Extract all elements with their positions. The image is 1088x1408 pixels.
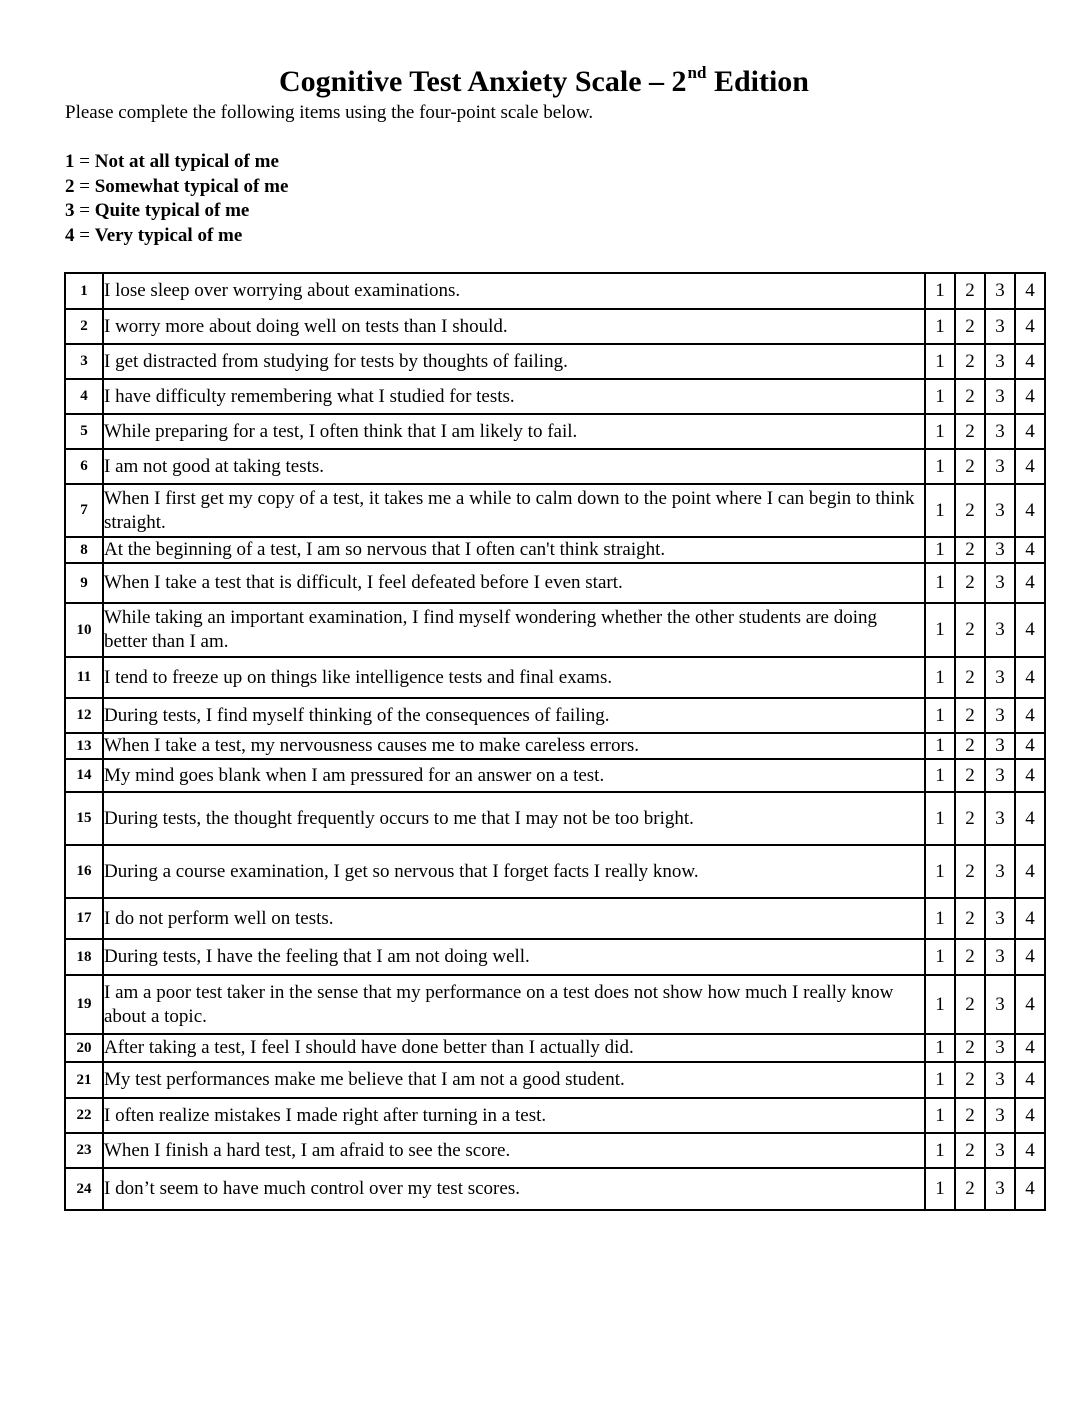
item-statement: During tests, the thought frequently occurs to me that I may not be too bright.: [103, 792, 925, 845]
item-statement: When I first get my copy of a test, it takes me a while to calm down to the point where I can begin to think straight.: [103, 484, 925, 537]
rating-option-2[interactable]: 2: [955, 414, 985, 449]
item-number: 4: [65, 379, 103, 414]
rating-option-3[interactable]: 3: [985, 603, 1015, 657]
rating-option-4[interactable]: 4: [1015, 939, 1045, 975]
rating-option-2[interactable]: 2: [955, 939, 985, 975]
rating-option-2[interactable]: 2: [955, 537, 985, 563]
scale-item: 2 = Somewhat typical of me: [65, 175, 289, 197]
table-row: [65, 1062, 1045, 1098]
rating-option-4[interactable]: 4: [1015, 449, 1045, 484]
item-statement: During a course examination, I get so nervous that I forget facts I really know.: [103, 845, 925, 898]
table-row: [65, 414, 1045, 449]
item-number: 8: [65, 537, 103, 563]
rating-option-4[interactable]: 4: [1015, 845, 1045, 898]
rating-option-4[interactable]: 4: [1015, 792, 1045, 845]
rating-option-4[interactable]: 4: [1015, 898, 1045, 939]
item-statement: I am a poor test taker in the sense that my performance on a test does not show how much I really know about a topic.: [103, 975, 925, 1034]
scale-label: Not at all typical of me: [94, 151, 279, 172]
table-row: [65, 792, 1045, 845]
scale-label: Quite typical of me: [94, 200, 250, 222]
rating-option-1[interactable]: 1: [925, 563, 955, 603]
rating-option-1[interactable]: 1: [925, 1062, 955, 1098]
table-row: [65, 273, 1045, 309]
scale-item: 4 = Very typical of me: [65, 225, 243, 247]
table-row: [65, 733, 1045, 759]
rating-option-2[interactable]: 2: [955, 845, 985, 898]
page-title: [0, 62, 1088, 106]
item-number: 21: [65, 1062, 103, 1098]
rating-option-4[interactable]: 4: [1015, 273, 1045, 309]
item-statement: I get distracted from studying for tests by thoughts of failing.: [103, 344, 925, 379]
table-row: [65, 1168, 1045, 1210]
item-number: 10: [65, 603, 103, 657]
item-statement: I worry more about doing well on tests than I should.: [103, 309, 925, 344]
rating-option-1[interactable]: 1: [925, 1133, 955, 1168]
item-number: 17: [65, 898, 103, 939]
rating-option-3[interactable]: 3: [985, 939, 1015, 975]
rating-option-2[interactable]: 2: [955, 563, 985, 603]
rating-option-1[interactable]: 1: [925, 1168, 955, 1210]
item-statement: During tests, I find myself thinking of the consequences of failing.: [103, 698, 925, 733]
item-number: 24: [65, 1168, 103, 1210]
rating-option-3[interactable]: 3: [985, 1062, 1015, 1098]
rating-option-3[interactable]: 3: [985, 414, 1015, 449]
rating-option-2[interactable]: 2: [955, 698, 985, 733]
rating-option-1[interactable]: 1: [925, 733, 955, 759]
rating-option-1[interactable]: 1: [925, 1098, 955, 1133]
items-table: [64, 272, 1046, 1211]
item-statement: At the beginning of a test, I am so nervous that I often can't think straight.: [103, 537, 925, 563]
table-row: [65, 1034, 1045, 1062]
rating-option-1[interactable]: 1: [925, 344, 955, 379]
rating-option-1[interactable]: 1: [925, 698, 955, 733]
item-number: 19: [65, 975, 103, 1034]
rating-option-2[interactable]: 2: [955, 792, 985, 845]
rating-option-3[interactable]: 3: [985, 1098, 1015, 1133]
item-number: 13: [65, 733, 103, 759]
rating-option-1[interactable]: 1: [925, 379, 955, 414]
rating-option-4[interactable]: 4: [1015, 379, 1045, 414]
rating-option-1[interactable]: 1: [925, 759, 955, 792]
item-statement: I tend to freeze up on things like intelligence tests and final exams.: [103, 657, 925, 698]
table-row: [65, 563, 1045, 603]
table-row: [65, 309, 1045, 344]
item-statement: My test performances make me believe that I am not a good student.: [103, 1062, 925, 1098]
rating-option-4[interactable]: 4: [1015, 1062, 1045, 1098]
item-number: 1: [65, 273, 103, 309]
item-number: 7: [65, 484, 103, 537]
rating-option-4[interactable]: 4: [1015, 563, 1045, 603]
item-number: 20: [65, 1034, 103, 1062]
rating-option-2[interactable]: 2: [955, 484, 985, 537]
rating-option-1[interactable]: 1: [925, 792, 955, 845]
rating-option-3[interactable]: 3: [985, 792, 1015, 845]
rating-option-1[interactable]: 1: [925, 414, 955, 449]
rating-option-4[interactable]: 4: [1015, 1098, 1045, 1133]
title-suffix: Edition: [706, 65, 809, 98]
rating-option-4[interactable]: 4: [1015, 537, 1045, 563]
rating-option-1[interactable]: 1: [925, 537, 955, 563]
rating-option-2[interactable]: 2: [955, 733, 985, 759]
rating-option-1[interactable]: 1: [925, 657, 955, 698]
rating-option-1[interactable]: 1: [925, 603, 955, 657]
table-row: [65, 603, 1045, 657]
item-number: 12: [65, 698, 103, 733]
rating-option-4[interactable]: 4: [1015, 1133, 1045, 1168]
item-statement: When I take a test that is difficult, I feel defeated before I even start.: [103, 563, 925, 603]
rating-option-2[interactable]: 2: [955, 1168, 985, 1210]
rating-option-1[interactable]: 1: [925, 309, 955, 344]
table-row: [65, 845, 1045, 898]
rating-option-1[interactable]: 1: [925, 898, 955, 939]
rating-option-4[interactable]: 4: [1015, 309, 1045, 344]
rating-option-2[interactable]: 2: [955, 449, 985, 484]
table-row: [65, 1133, 1045, 1168]
scale-item: 1 = Not at all typical of me: [65, 151, 279, 172]
rating-option-4[interactable]: 4: [1015, 344, 1045, 379]
rating-option-2[interactable]: 2: [955, 657, 985, 698]
scale-value: 4: [65, 225, 75, 247]
item-number: 14: [65, 759, 103, 792]
rating-option-4[interactable]: 4: [1015, 975, 1045, 1034]
rating-option-2[interactable]: 2: [955, 1062, 985, 1098]
rating-option-1[interactable]: 1: [925, 449, 955, 484]
item-number: 9: [65, 563, 103, 603]
item-number: 2: [65, 309, 103, 344]
scale-label: Very typical of me: [94, 225, 243, 247]
item-number: 15: [65, 792, 103, 845]
rating-option-1[interactable]: 1: [925, 939, 955, 975]
instructions-text: Please complete the following items using the four-point scale below.: [65, 102, 594, 123]
table-row: [65, 939, 1045, 975]
table-row: [65, 344, 1045, 379]
rating-option-3[interactable]: 3: [985, 1133, 1015, 1168]
item-statement: During tests, I have the feeling that I am not doing well.: [103, 939, 925, 975]
rating-option-2[interactable]: 2: [955, 273, 985, 309]
scale-legend: [65, 150, 288, 249]
rating-option-4[interactable]: 4: [1015, 414, 1045, 449]
item-number: 6: [65, 449, 103, 484]
item-number: 23: [65, 1133, 103, 1168]
rating-option-3[interactable]: 3: [985, 845, 1015, 898]
rating-option-4[interactable]: 4: [1015, 698, 1045, 733]
table-row: [65, 898, 1045, 939]
rating-option-4[interactable]: 4: [1015, 657, 1045, 698]
rating-option-3[interactable]: 3: [985, 898, 1015, 939]
rating-option-3[interactable]: 3: [985, 563, 1015, 603]
rating-option-4[interactable]: 4: [1015, 603, 1045, 657]
item-statement: While taking an important examination, I find myself wondering whether the other students are doing better than I am.: [103, 603, 925, 657]
rating-option-3[interactable]: 3: [985, 484, 1015, 537]
rating-option-3[interactable]: 3: [985, 1168, 1015, 1210]
item-statement: I am not good at taking tests.: [103, 449, 925, 484]
rating-option-1[interactable]: 1: [925, 273, 955, 309]
item-number: 3: [65, 344, 103, 379]
table-row: [65, 759, 1045, 792]
rating-option-3[interactable]: 3: [985, 698, 1015, 733]
rating-option-1[interactable]: 1: [925, 1034, 955, 1062]
rating-option-2[interactable]: 2: [955, 309, 985, 344]
table-row: [65, 698, 1045, 733]
rating-option-3[interactable]: 3: [985, 657, 1015, 698]
title-main: Cognitive Test Anxiety Scale – 2: [279, 65, 687, 98]
item-statement: After taking a test, I feel I should have done better than I actually did.: [103, 1034, 925, 1062]
item-statement: While preparing for a test, I often think that I am likely to fail.: [103, 414, 925, 449]
rating-option-3[interactable]: 3: [985, 449, 1015, 484]
scale-item: 3 = Quite typical of me: [65, 200, 250, 222]
scale-value: 1: [65, 151, 75, 172]
rating-option-3[interactable]: 3: [985, 1034, 1015, 1062]
item-statement: I often realize mistakes I made right after turning in a test.: [103, 1098, 925, 1133]
rating-option-3[interactable]: 3: [985, 273, 1015, 309]
rating-option-4[interactable]: 4: [1015, 759, 1045, 792]
table-row: [65, 657, 1045, 698]
table-row: [65, 975, 1045, 1034]
rating-option-4[interactable]: 4: [1015, 733, 1045, 759]
table-row: [65, 449, 1045, 484]
rating-option-3[interactable]: 3: [985, 309, 1015, 344]
rating-option-3[interactable]: 3: [985, 975, 1015, 1034]
item-number: 16: [65, 845, 103, 898]
items-table-body: [65, 273, 1045, 1210]
rating-option-1[interactable]: 1: [925, 484, 955, 537]
item-number: 11: [65, 657, 103, 698]
item-number: 5: [65, 414, 103, 449]
rating-option-2[interactable]: 2: [955, 1098, 985, 1133]
rating-option-4[interactable]: 4: [1015, 1034, 1045, 1062]
rating-option-2[interactable]: 2: [955, 1034, 985, 1062]
item-statement: I lose sleep over worrying about examinations.: [103, 273, 925, 309]
item-statement: When I take a test, my nervousness causes me to make careless errors.: [103, 733, 925, 759]
item-statement: I do not perform well on tests.: [103, 898, 925, 939]
scale-value: 3: [65, 200, 75, 222]
rating-option-2[interactable]: 2: [955, 603, 985, 657]
rating-option-3[interactable]: 3: [985, 537, 1015, 563]
rating-option-2[interactable]: 2: [955, 898, 985, 939]
rating-option-2[interactable]: 2: [955, 975, 985, 1034]
rating-option-4[interactable]: 4: [1015, 1168, 1045, 1210]
rating-option-2[interactable]: 2: [955, 1133, 985, 1168]
rating-option-2[interactable]: 2: [955, 344, 985, 379]
table-row: [65, 537, 1045, 563]
rating-option-3[interactable]: 3: [985, 379, 1015, 414]
table-row: [65, 379, 1045, 414]
rating-option-3[interactable]: 3: [985, 344, 1015, 379]
title-superscript: nd: [687, 63, 707, 82]
table-row: [65, 484, 1045, 537]
rating-option-3[interactable]: 3: [985, 733, 1015, 759]
rating-option-2[interactable]: 2: [955, 759, 985, 792]
item-number: 22: [65, 1098, 103, 1133]
item-statement: My mind goes blank when I am pressured for an answer on a test.: [103, 759, 925, 792]
rating-option-1[interactable]: 1: [925, 975, 955, 1034]
scale-label: Somewhat typical of me: [94, 175, 289, 197]
item-statement: When I finish a hard test, I am afraid to see the score.: [103, 1133, 925, 1168]
item-statement: I have difficulty remembering what I studied for tests.: [103, 379, 925, 414]
scale-value: 2: [65, 175, 75, 197]
table-row: [65, 1098, 1045, 1133]
rating-option-1[interactable]: 1: [925, 845, 955, 898]
rating-option-4[interactable]: 4: [1015, 484, 1045, 537]
item-number: 18: [65, 939, 103, 975]
rating-option-2[interactable]: 2: [955, 379, 985, 414]
rating-option-3[interactable]: 3: [985, 759, 1015, 792]
item-statement: I don’t seem to have much control over my test scores.: [103, 1168, 925, 1210]
